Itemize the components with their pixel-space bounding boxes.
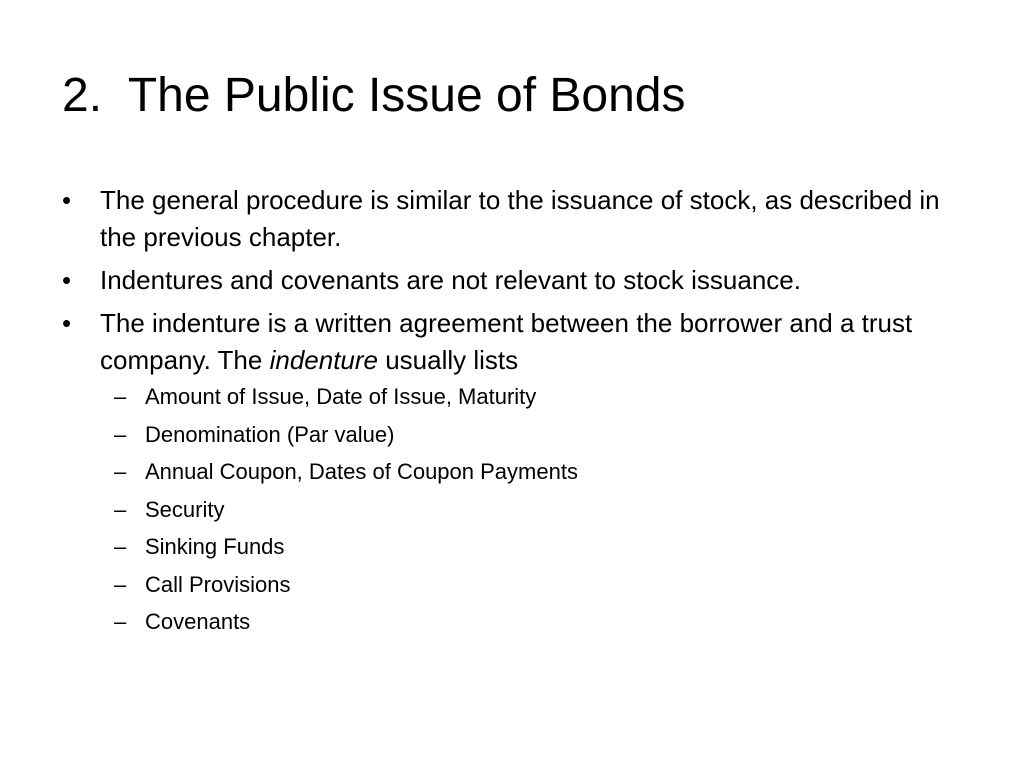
- sub-bullet-text: Covenants: [145, 609, 251, 634]
- bullet-text-part: usually lists: [378, 345, 519, 375]
- sub-bullet-item: [100, 607, 962, 637]
- sub-bullet-text: Call Provisions: [145, 571, 291, 597]
- sub-bullet-list: [100, 382, 962, 637]
- dash-marker: –: [114, 384, 127, 409]
- bullet-item: [62, 182, 962, 256]
- bullet-item: [62, 262, 962, 299]
- sub-bullet-text: Amount of Issue, Date of Issue, Maturity: [145, 384, 537, 409]
- sub-bullet-item: [100, 495, 962, 525]
- slide-title: 2. The Public Issue of Bonds: [62, 69, 686, 122]
- dash-marker: –: [114, 534, 127, 559]
- sub-bullet-item: [100, 570, 962, 600]
- sub-bullet-text: Security: [145, 496, 225, 522]
- bullet-text: The general procedure is similar to the issuance of stock, as described in the previous chapter.: [100, 185, 940, 252]
- sub-bullet-text: Annual Coupon, Dates of Coupon Payments: [145, 459, 578, 484]
- sub-bullet-text: Sinking Funds: [145, 534, 285, 559]
- sub-bullet-item: [100, 420, 962, 450]
- bullet-marker: •: [62, 185, 72, 215]
- dash-marker: –: [114, 496, 127, 522]
- dash-marker: –: [114, 571, 127, 597]
- dash-marker: –: [114, 421, 127, 447]
- sub-bullet-item: [100, 532, 962, 562]
- bullet-text: [100, 308, 912, 375]
- emphasis-text: indenture: [269, 345, 378, 375]
- bullet-list: [62, 182, 962, 645]
- bullet-text: Indentures and covenants are not relevant to stock issuance.: [100, 265, 801, 295]
- sub-bullet-text: Denomination (Par value): [145, 421, 395, 447]
- bullet-marker: •: [62, 265, 72, 295]
- sub-bullet-item: [100, 457, 962, 487]
- bullet-text-part: The indenture is a written agreement between the borrower and a trust company. The: [100, 308, 913, 375]
- bullet-marker: •: [62, 308, 72, 338]
- sub-bullet-item: [100, 382, 962, 412]
- dash-marker: –: [114, 459, 127, 484]
- dash-marker: –: [114, 609, 127, 634]
- bullet-item: [62, 305, 962, 637]
